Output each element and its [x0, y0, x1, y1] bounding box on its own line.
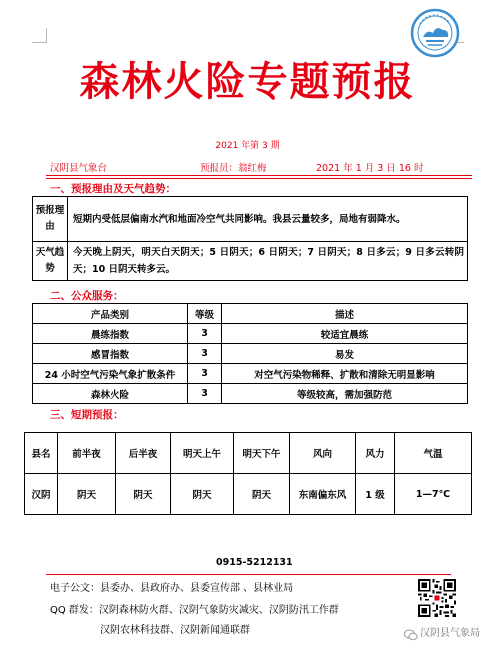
page-title: 森林火险专题预报 — [79, 59, 416, 105]
cell-wind-direction: 东南偏东风 — [290, 474, 356, 515]
forecast-reason-table — [32, 196, 468, 281]
cell-category: 24 小时空气污染气象扩散条件 — [33, 364, 188, 384]
forecaster: 预报员：翁红梅 — [200, 163, 267, 174]
cell-second-half-night: 阴天 — [116, 474, 171, 515]
cell-wind-force: 1 级 — [356, 474, 395, 515]
cell-category: 晨练指数 — [33, 324, 188, 344]
reason-text: 短期内受低层偏南水汽和地面冷空气共同影响。我县云量较多，局地有弱降水。 — [68, 197, 468, 242]
table-row — [33, 242, 468, 281]
watermark-text: 汉阴县气象局 — [420, 628, 480, 639]
table-row — [25, 474, 472, 515]
cell-description: 等级较高，需加强防范 — [222, 384, 468, 404]
public-service-table — [32, 303, 468, 404]
cell-description: 易发 — [222, 344, 468, 364]
reason-label: 预报理由 — [33, 197, 68, 242]
qq-distribution: QQ 群发：汉阴森林防火群、汉阴气象防灾减灾、汉阴防汛工作群 — [50, 605, 339, 616]
table-row — [33, 344, 468, 364]
cell-county: 汉阴 — [25, 474, 58, 515]
table-row — [33, 197, 468, 242]
cell-category: 森林火险 — [33, 384, 188, 404]
cell-level: 3 — [188, 364, 222, 384]
col-header-description: 描述 — [222, 304, 468, 324]
col-header-first-half-night: 前半夜 — [58, 433, 116, 474]
footer-divider — [46, 574, 451, 575]
col-header-category: 产品类别 — [33, 304, 188, 324]
crop-mark-top-left — [32, 28, 47, 43]
cell-description: 较适宜晨练 — [222, 324, 468, 344]
qq-distribution-cont: 汉阴农林科技群、汉阴新闻通联群 — [100, 625, 250, 636]
qr-code-icon — [418, 579, 456, 617]
col-header-level: 等级 — [188, 304, 222, 324]
cell-level: 3 — [188, 384, 222, 404]
email-distribution: 电子公文：县委办、县政府办、县委宣传部 、县林业局 — [50, 583, 294, 594]
cell-tomorrow-afternoon: 阴天 — [234, 474, 290, 515]
col-header-tomorrow-morning: 明天上午 — [171, 433, 234, 474]
trend-text: 今天晚上阴天，明天白天阴天；5 日阴天；6 日阴天；7 日阴天；8 日多云；9 日多云转阴天；10 日阴天转多云。 — [68, 242, 468, 281]
table-row — [33, 384, 468, 404]
issue-number: 2021 年第 3 期 — [215, 141, 280, 151]
cell-tomorrow-morning: 阴天 — [171, 474, 234, 515]
header-divider-1 — [46, 175, 472, 176]
cell-first-half-night: 阴天 — [58, 474, 116, 515]
cell-category: 感冒指数 — [33, 344, 188, 364]
section1-heading: 一、预报理由及天气趋势： — [50, 183, 176, 195]
issue-datetime: 2021 年 1 月 3 日 16 时 — [316, 163, 424, 174]
issuing-org: 汉阴县气象台 — [50, 163, 108, 174]
short-term-forecast-table — [24, 432, 472, 515]
col-header-county: 县名 — [25, 433, 58, 474]
section2-heading: 二、公众服务： — [50, 290, 124, 302]
col-header-wind-direction: 风向 — [290, 433, 356, 474]
wechat-icon — [404, 626, 418, 638]
cell-level: 3 — [188, 324, 222, 344]
contact-phone: 0915-5212131 — [216, 557, 293, 568]
header-divider-2 — [46, 178, 472, 179]
cell-temperature: 1—7℃ — [395, 474, 472, 515]
col-header-second-half-night: 后半夜 — [116, 433, 171, 474]
table-header-row — [25, 433, 472, 474]
section3-heading: 三、短期预报： — [50, 409, 124, 421]
table-row — [33, 364, 468, 384]
col-header-wind-force: 风力 — [356, 433, 395, 474]
trend-label: 天气趋势 — [33, 242, 68, 281]
cell-level: 3 — [188, 344, 222, 364]
table-header-row — [33, 304, 468, 324]
table-row — [33, 324, 468, 344]
cell-description: 对空气污染物稀释、扩散和清除无明显影响 — [222, 364, 468, 384]
col-header-temperature: 气温 — [395, 433, 472, 474]
col-header-tomorrow-afternoon: 明天下午 — [234, 433, 290, 474]
